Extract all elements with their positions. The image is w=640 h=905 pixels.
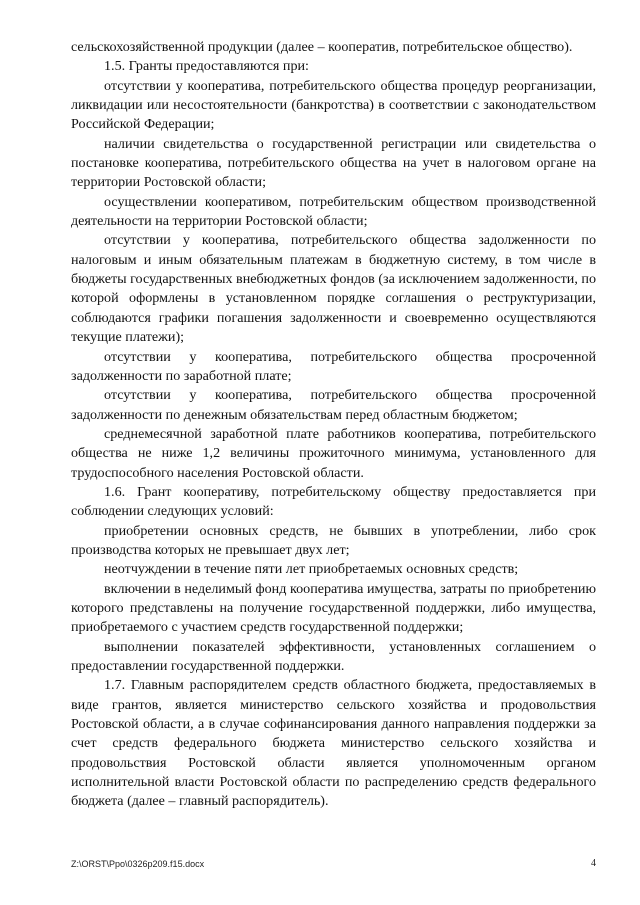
paragraph-condition-no-tax-debt: отсутствии у кооператива, потребительского общества задолженности по налоговым и иным обязательным платежам в бюджетную систему, в том числе в бюджеты государственных внебюджетных фондов (за исключением задолженности, по которой оформлены в установленном порядке соглашения о реструктуризации, соблюдаются графики погашения задолженности и своевременно осуществляются текущие платежи); [71, 232, 596, 346]
paragraph-requirement-indivisible-fund: включении в неделимый фонд кооператива имущества, затраты по приобретению которого представлены на получение государственной поддержки, либо имущества, приобретаемого с участием средств государственной поддержки; [71, 580, 596, 636]
file-path-label: Z:\ORST\Ppo\0326p209.f15.docx [71, 859, 205, 869]
paragraph-1-7-main-administrator: 1.7. Главным распорядителем средств областного бюджета, предоставляемых в виде грантов, является министерство сельского хозяйства и продовольствия Ростовской области, а в случае софинансирования данного направления поддержки за счет средств федерального бюджета министерство сельского хозяйства и продовольствия Ростовской области является уполномоченным органом исполнительной власти Ростовской области по распределению средств федерального бюджета (далее – главный распорядитель). [71, 677, 596, 810]
paragraph-condition-no-reorganization: отсутствии у кооператива, потребительского общества процедур реорганизации, ликвидации или несостоятельности (банкротства) в соответствии с законодательством Российской Федерации; [71, 77, 596, 133]
paragraph-1-6-heading: 1.6. Грант кооперативу, потребительскому обществу предоставляется при соблюдении следующих условий: [71, 483, 596, 520]
paragraph-condition-registration: наличии свидетельства о государственной регистрации или свидетельства о постановке кооператива, потребительского общества на учет в налоговом органе на территории Ростовской области; [71, 135, 596, 191]
paragraph-condition-no-wage-arrears: отсутствии у кооператива, потребительского общества просроченной задолженности по заработной плате; [71, 348, 596, 384]
paragraph-condition-average-wage: среднемесячной заработной плате работников кооператива, потребительского общества не ниже 1,2 величины прожиточного минимума, установленного для трудоспособного населения Ростовской области. [71, 425, 596, 481]
page-footer [71, 857, 596, 871]
paragraph-requirement-no-alienation: неотчуждении в течение пяти лет приобретаемых основных средств; [104, 561, 519, 578]
document-body [71, 38, 596, 812]
paragraph-requirement-new-assets: приобретении основных средств, не бывших в употреблении, либо срок производства которых не превышает двух лет; [71, 522, 596, 558]
paragraph-condition-no-budget-debt: отсутствии у кооператива, потребительского общества просроченной задолженности по денежным обязательствам перед областным бюджетом; [71, 387, 596, 423]
paragraph-requirement-performance: выполнении показателей эффективности, установленных соглашением о предоставлении государственной поддержки. [71, 638, 596, 674]
page-number: 4 [591, 858, 596, 869]
paragraph-condition-production: осуществлении кооперативом, потребительским обществом производственной деятельности на территории Ростовской области; [71, 193, 596, 230]
paragraph-1-5-heading: 1.5. Гранты предоставляются при: [104, 58, 309, 75]
paragraph-intro-continuation: сельскохозяйственной продукции (далее – кооператив, потребительское общество). [71, 39, 573, 55]
